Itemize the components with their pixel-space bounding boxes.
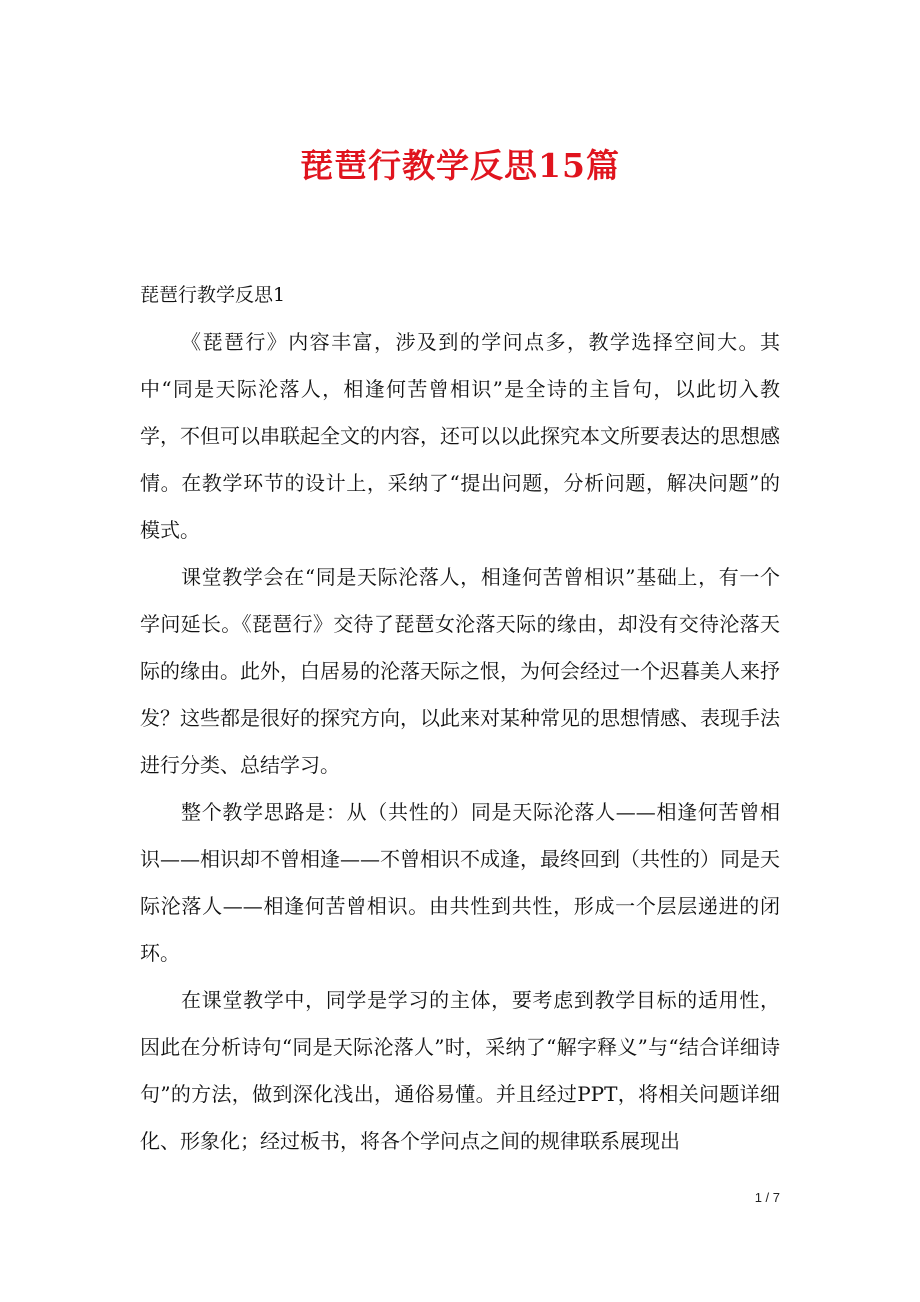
paragraph-3: 整个教学思路是：从（共性的）同是天际沦落人——相逢何苦曾相识——相识却不曾相逢——不曾相识不成逢，最终回到（共性的）同是天际沦落人——相逢何苦曾相识。由共性到共性，形成一个层层递进的闭环。 <box>140 800 780 965</box>
paragraph-4: 在课堂教学中，同学是学习的主体，要考虑到教学目标的适用性，因此在分析诗句“同是天际沦落人”时，采纳了“解字释义”与“结合详细诗句”的方法，做到深化浅出，通俗易懂。并且经过PPT，将相关问题详细化、形象化；经过板书，将各个学问点之间的规律联系展现出 <box>140 988 780 1153</box>
page-number: 1 / 7 <box>754 1190 780 1205</box>
section-heading: 琵琶行教学反思1 <box>140 284 286 306</box>
document-body <box>140 272 780 1165</box>
document-title: 琵琶行教学反思15篇 <box>300 146 620 185</box>
paragraph-2: 课堂教学会在“同是天际沦落人，相逢何苦曾相识”基础上，有一个学问延长。《琵琶行》交待了琵琶女沦落天际的缘由，却没有交待沦落天际的缘由。此外，白居易的沦落天际之恨，为何会经过一个迟暮美人来抒发？这些都是很好的探究方向，以此来对某种常见的思想情感、表现手法进行分类、总结学习。 <box>140 565 780 777</box>
paragraph-1: 《琵琶行》内容丰富，涉及到的学问点多，教学选择空间大。其中“同是天际沦落人，相逢何苦曾相识”是全诗的主旨句，以此切入教学，不但可以串联起全文的内容，还可以以此探究本文所要表达的思想感情。在教学环节的设计上，采纳了“提出问题，分析问题，解决问题”的模式。 <box>140 330 780 542</box>
